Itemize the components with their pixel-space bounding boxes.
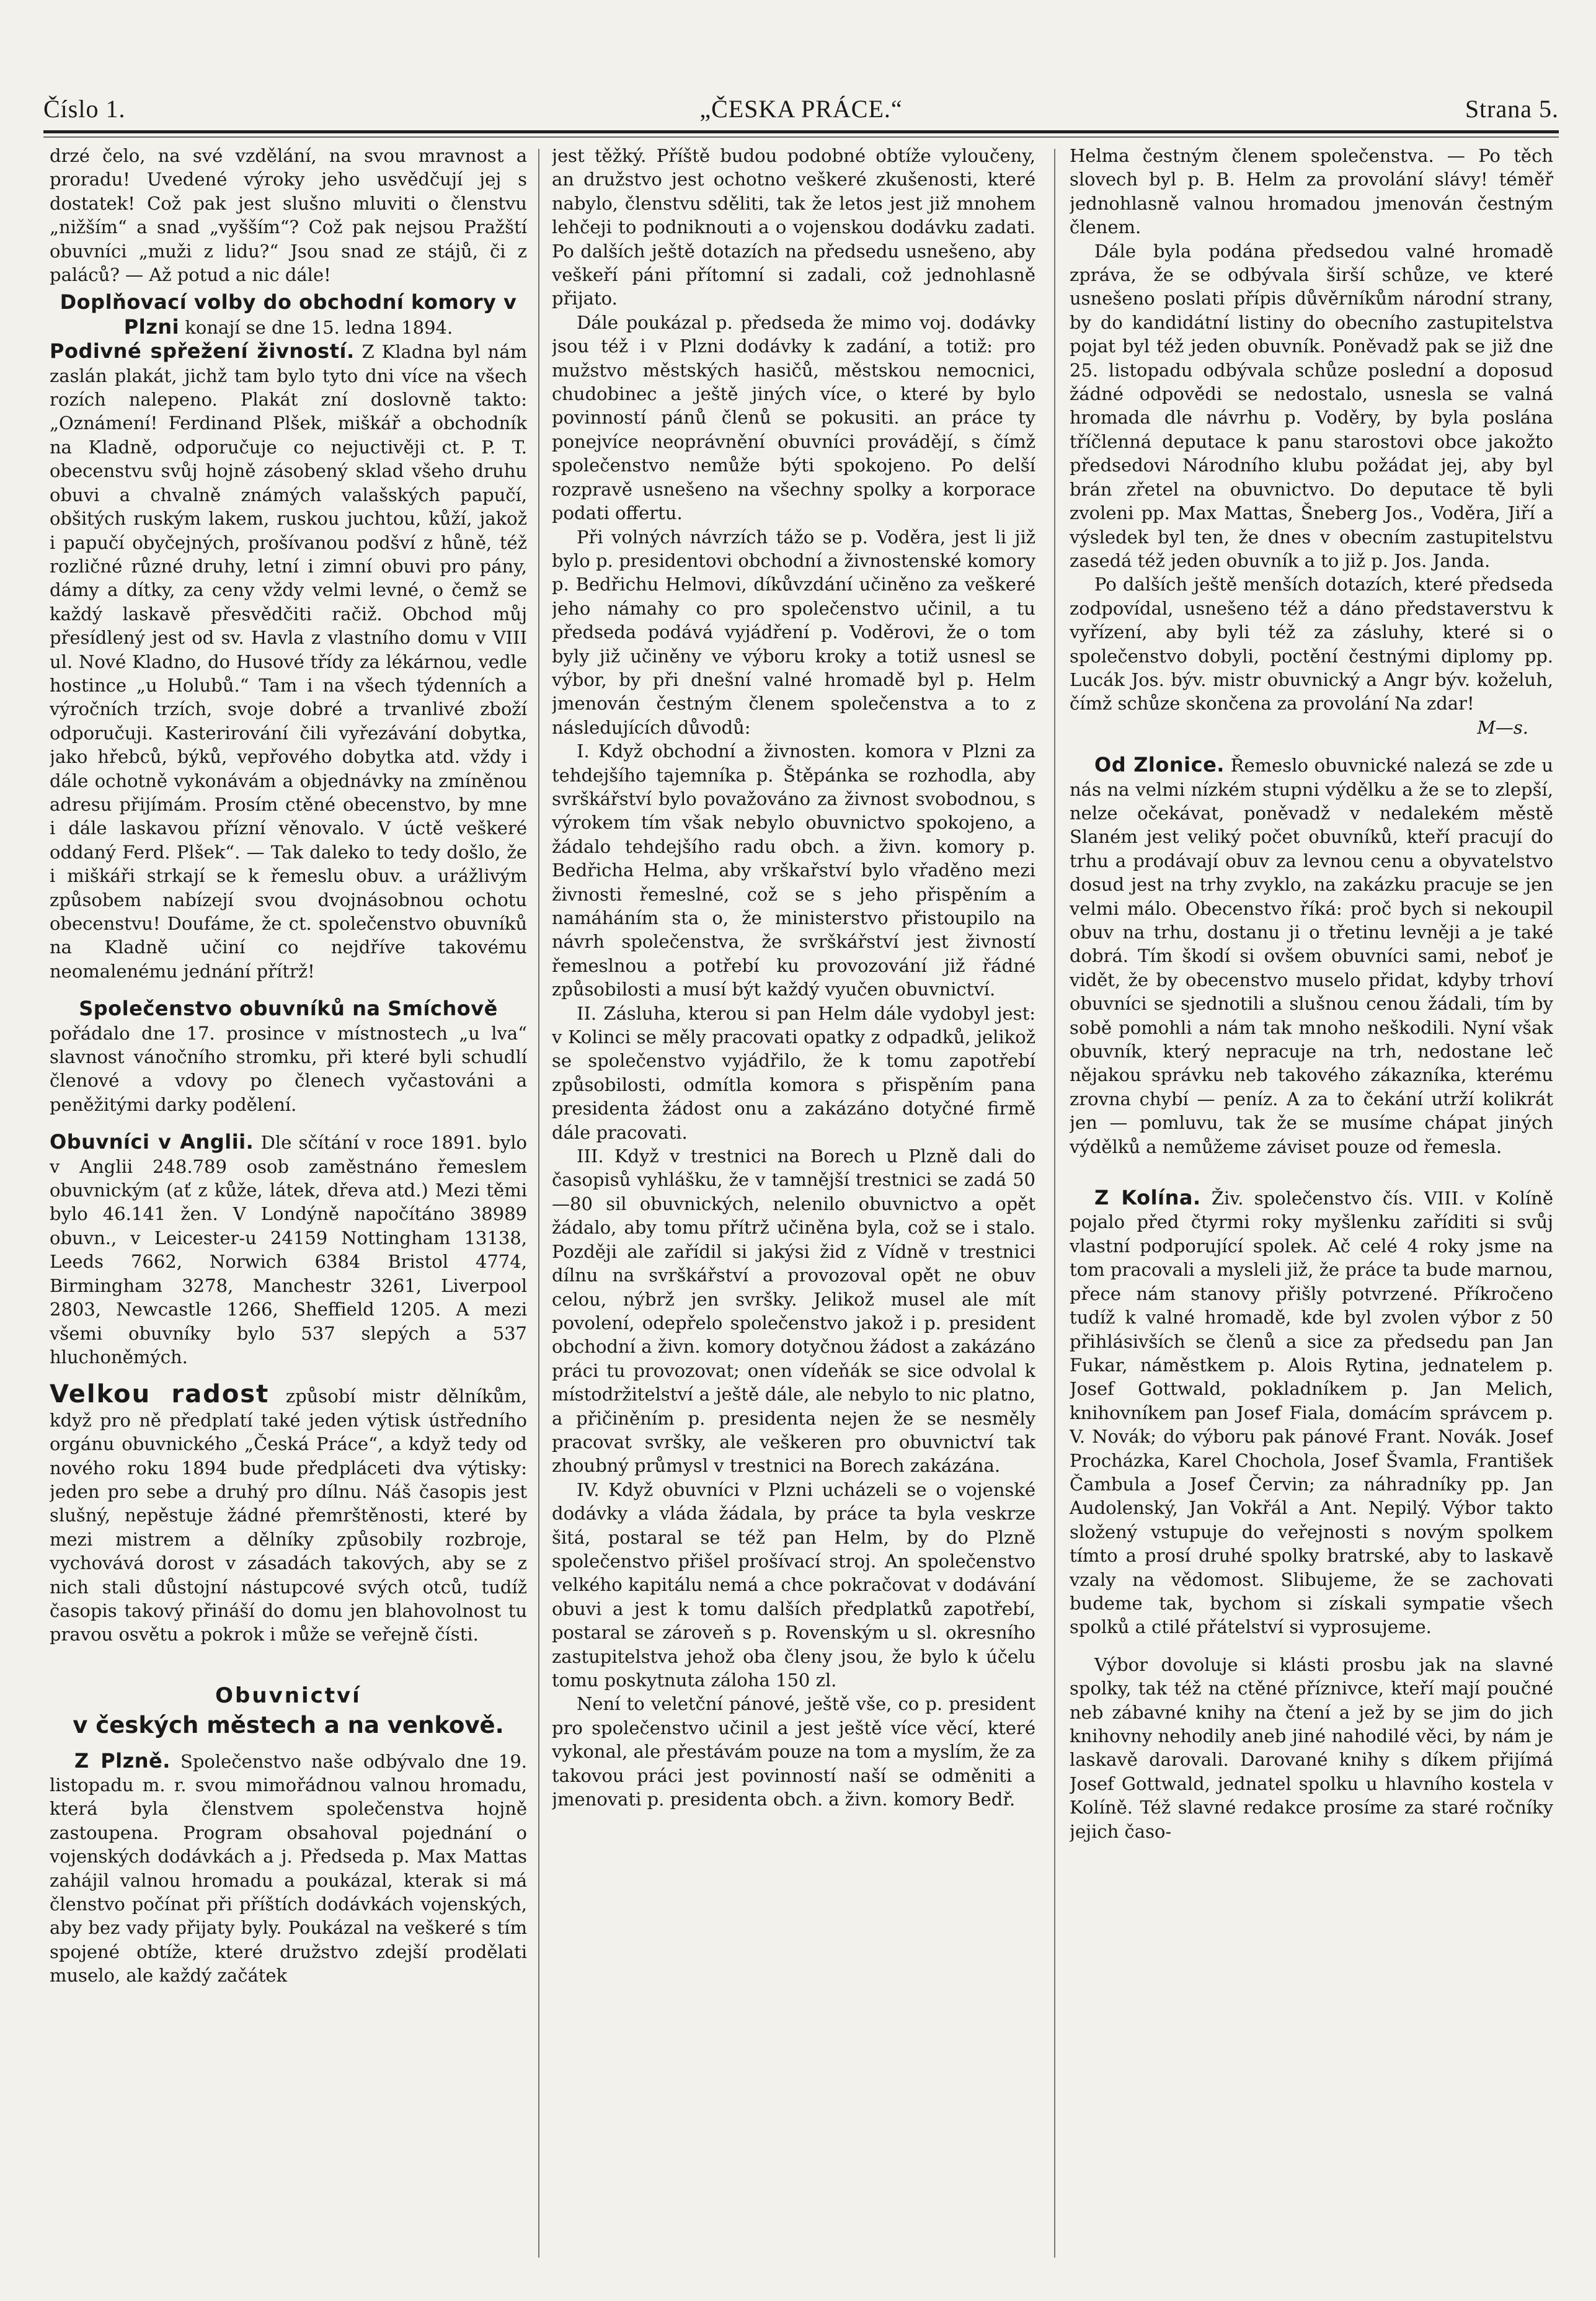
page-header: [43, 87, 1559, 130]
plzen-paragraph-10: Po dalších ještě menších dotazích, které předseda zodpovídal, usnešeno též a dáno představerstvu k vyřízení, aby byli též za zásluhy, které si o společenstvo dobyli, poctění čestnými diplomy pp. Lucák Jos. býv. mistr obuvnický a Angr býv. koželuh, čímž schůze skončena za provolání Na zdar!: [1070, 574, 1553, 714]
plzen-paragraph-2: Dále poukázal p. předseda že mimo voj. dodávky jsou též i v Plzni dodávky k zadání, a totiž: pro mužstvo městských hasičů, městskou nemocnici, chudobinec a ještě jiných více, o které by bylo povinností pánů členů se pokusiti. an práce ty ponejvíce neoprávnění obuvníci provádějí, s čímž společenstvo nemůže býti spokojeno. Po delší rozpravě usnešeno na všechny spolky a korporace podati offertu.: [552, 311, 1035, 524]
plzen-paragraph-3: Při volných návrzích tážo se p. Voděra, jest li již bylo p. presidentovi obchodní a živnostenské komory p. Bedřichu Helmovi, díkůvzdání učiněno za veškeré jeho námahy co pro společenstvo učinil, a tu předseda podává vyjádření p. Voděrovi, že o tom byly již učiněny ve výboru kroky a totiž usnesl se výbor, by při dnešní valné hromadě byl p. Helm jmenován čestným členem společenstva a to z následujících důvodů:: [552, 526, 1035, 738]
komora-text: konají se dne 15. ledna 1894.: [185, 316, 453, 338]
headline-plzen: Z Plzně.: [74, 1748, 171, 1773]
column-divider-1: [538, 149, 539, 2258]
page-number: Strana 5.: [1465, 95, 1559, 123]
kolin-paragraph-2: Výbor dovoluje si klásti prosbu jak na slavné spolky, tak též na ctěné příznivce, kteří mají poučné neb zábavné knihy na čtení a jež by se jim do jich knihovny nehodily aneb jiné nahodilé věci, by nám je laskavě darovali. Darované knihy s díkem přijímá Josef Gottwald, jednatel spolku u hlavního kostela v Kolíně. Též slavné redakce prosíme za staré ročníky jejich časo-: [1070, 1653, 1553, 1842]
kolin-text: Živ. společenstvo čís. VIII. v Kolíně pojalo před čtyrmi roky myšlenku zaříditi si svůj vlastní podporující spolek. Ač celé 4 roky jsme na tom pracovali a mysleli již, že práce ta bude marnou, přece nám stanovy přišly potvrzené. Příkročeno tudíž k valné hromadě, kde byl zvolen výbor z 50 přihlásivších se členů a sice za předsedu pan Jan Fukar, náměstkem p. Alois Rytina, jednatelem p. Josef Gottwald, pokladníkem p. Jan Melich, knihovníkem pan Josef Fiala, domácím správcem p. V. Novák; do výboru pak pánové Frant. Novák. Josef Procházka, Karel Chochola, Josef Švamla, František Čambula a Josef Červin; za náhradníky pp. Jan Audolenský, Jan Vokřál a Ant. Nepilý. Výbor takto složený vstupuje do veřejnosti s novým spolkem tímto a prosí druhé spolky bratrské, aby to laskavě vzaly na vědomost. Slibujeme, že se zachovati budeme tak, bychom si získali sympatie všech spolků a ctilé přátelství si vyprosujeme.: [1070, 1188, 1553, 1638]
article-zlonice: [1070, 753, 1553, 1159]
article-komora: [50, 290, 527, 339]
headline-komora: Doplňovací volby do obchodní komory v Plzni: [60, 290, 517, 339]
column-divider-2: [1054, 149, 1055, 2258]
headline-zlonice: Od Zlonice.: [1094, 753, 1225, 777]
headline-sprezeni: Podivné spřežení živností.: [50, 339, 355, 363]
smichov-text: pořádalo dne 17. prosince v místnostech „u lva“ slavnost vánočního stromku, při které byli schudlí členové a vdovy po členech vyčastováni a peněžitými darky podělení.: [50, 1022, 527, 1115]
plzen-paragraph-9: Dále byla podána předsedou valné hromadě zpráva, že se odbývala širší schůze, ve které usnešeno poslati přípis důvěrníkům národní strany, by do kandidátní listiny do obecního zastupitelstva pojat byl též jeden obuvník. Poněvadž pak se již dne 25. listopadu odbývala schůze poslední a doposud žádné odpovědi se nedostalo, usnesla se valná hromada dle návrhu p. Voděry, by byla poslána tříčlenná deputace k panu starostovi obce jakožto předsedovi Národního klubu požádat jej, aby byl brán zřetel na obuvnictvo. Do deputace tě byli zvoleni pp. Max Mattas, Šneberg Jos., Voděra, Jiří a výsledek byl ten, že dnes v obecním zastupitelstvu zasedá též jeden obuvník a to již p. Jos. Janda.: [1070, 240, 1553, 571]
column-2: [552, 144, 1035, 2264]
section-subtitle: v českých městech a na venkově.: [73, 1712, 504, 1739]
article-sprezeni: [50, 339, 527, 983]
plzen-paragraph-6: III. Když v trestnici na Borech u Plzně dali do časopisů vyhlášku, že v tamnější trestnici se zadá 50—80 sil obuvnických, nelenilo obuvnictvo a opět žádalo, aby tomu přítrž učiněna byla, což se i stalo. Později ale zařídil si jakýsi žid z Vídně v trestnici dílnu na svrškářství a provozoval opět ne obuv celou, nýbrž jen svršky. Jelikož musel ale mít povolení, odepřelo společenstvo jakož i p. president obchodní a živn. komory dotyčnou žádost a zakázáno práci tu provozovat; onen vídeňák se sice odvolal k místodržitelství a ještě dále, ale nebylo to nic platno, a přičiněním p. presidenta nejen že se nesměly pracovat svršky, ale veškeren pro obuvnictví tak zhoubný průmysl v trestnici na Borech zakázána.: [552, 1146, 1035, 1477]
radost-text: způsobí mistr dělníkům, když pro ně předplatí také jeden výtisk ústředního orgánu obuvnického „Česká Práce“, a když tedy od nového roku 1894 bude předpláceti dva výtisky: jeden pro sebe a druhý pro dílnu. Náš časopis jest slušný, nepěstuje žádné přemrštěnosti, které by mezi mistrem a dělníky způsobily rozbroje, vychovává dorost v zásadách takových, aby se z nich stali důstojní nástupcové svých otců, tudíž časopis takový přináší do domu jen blahovolnost tu pravou osvětu a pokrok i může se veřejně čísti.: [50, 1386, 527, 1645]
headline-anglie: Obuvníci v Anglii.: [50, 1130, 254, 1154]
plzen-paragraph-5: II. Zásluha, kterou si pan Helm dále vydobyl jest: v Kolinci se měly pracovati opatky z odpadků, jelikož se společenstvo vyjádřilo, že k tomu zapotřebí způsobilosti, odmítla komora s přispěním pana presidenta žádost onu a zakázáno dotyčné firmě dále pracovati.: [552, 1002, 1035, 1143]
headline-radost: Velkou radost: [50, 1380, 270, 1409]
headline-kolin: Z Kolína.: [1094, 1186, 1201, 1210]
zlonice-text: Řemeslo obuvnické nalezá se zde u nás na velmi nízkém stupni výdělku a že se to zlepší, nelze očekávat, poněvadž v nedalekém městě Slaném jest veliký počet obuvníků, kteří pracují do trhu a prodávají obuv za levnou cenu a obyvatelstvo dosud jest na trhy zvyklo, na zakázku pracuje se jen velmi málo. Obecenstvo říká: proč bych si nekoupil obuv na trhu, dostanu ji o třetinu levněji a je také dobrá. Tím škodí si ovšem obuvníci sami, neboť je vidět, že by obecenstvo muselo přidat, kdyby trhoví obuvníci se sjednotili a slušnou cenou žádali, tím by sobě pomohli a nám tak mnoho neškodili. Nyní však obuvník, který nepracuje na trh, nedostane leč nějakou správku neb takového zákazníka, kterému zrovna chybí — peníz. A za to čekání utrží kolikrát jen — pomluvu, tak že se musíme chápat jiných výdělků a nemůžeme záviset pouze od řemesla.: [1070, 755, 1553, 1157]
sprezeni-text: Z Kladna byl nám zaslán plakát, jichž tam bylo tyto dni více na všech rozích nalepeno. Plakát zní doslovně takto: „Oznámení! Ferdinand Plšek, miškář a obchodník na Kladně, odporučuje co nejuctivěji ct. P. T. obecenstvu svůj hojně zásobený sklad všeho druhu obuvi a chvalně známých valašských papučí, obšitých ruským lakem, ruskou juchtou, kůží, jakož i papučí obyčejných, prošívanou podšví z hůně, též rozličné různé druhy, letní i zimní obuvi pro pány, dámy a dítky, za ceny vždy velmi levné, o čemž se každý laskavě přesvědčiti račiž. Obchod můj přesídlený jest od sv. Havla z vlastního domu v VIII ul. Nové Kladno, do Husové třídy za lékárnou, vedle hostince „u Holubů.“ Tam i na všech týdenních a výročních trzích, svoje dobré a trvanlivé zboží odporučuji. Kasterirování čili vyřezávání dobytka, jako hřebců, býků, vepřového dobytka atd. vždy i dále ochotně vykonávám a objednávky na zmíněnou adresu přijímám. Prosím ctěné obecenstvo, by mne i dále laskavou přízní věnovalo. V úctě veškeré oddaný Ferd. Plšek“. — Tak daleko to tedy došlo, že i miškáři strkají se k řemeslu obuv. a urážlivým způsobem nabízejí svou dvojnásobnou ochotu obecenstvu! Doufáme, že ct. společenstvo obuvníků na Kladně učiní co nejdříve takovému neomalenému jednání přítrž!: [50, 341, 527, 982]
plzen-text: Společenstvo naše odbývalo dne 19. listopadu m. r. svou mimořádnou valnou hromadu, která byla členstvem společenstva hojně zastoupena. Program obsahoval pojednání o vojenských dodávkách a j. Předseda p. Max Mattas zahájil valnou hromadu a poukázal, kterak si má členstvo počínat při příštích dodávkách vojenských, aby bez vady přijaty byly. Poukázal na veškeré s tím spojené obtíže, které družstvo zdejší prodělati muselo, ale každý začátek: [50, 1750, 527, 1987]
headline-smichov-wrap: [50, 997, 527, 1021]
header-rule: [43, 130, 1559, 133]
plzen-paragraph-7: IV. Když obuvníci v Plzni ucházeli se o vojenské dodávky a vláda žádala, by práce ta byla veskrze šitá, postaral se též pan Helm, by do Plzně společenstvo přišel prošívací stroj. An společenstvo velkého kapitálu nemá a chce pokračovat v dodávání obuvi a jest k tomu dalších předplatků zapotřebí, postaral se zároveň s p. Rovenským u sl. okresního zastupitelstva jehož oba členy jsou, že bylo k účelu tomu poskytnuta záloha 150 zl.: [552, 1479, 1035, 1691]
headline-smichov: Společenstvo obuvníků na Smíchově: [79, 997, 498, 1021]
header-rule-thin: [43, 136, 1559, 138]
plzen-continuation: jest těžký. Příště budou podobné obtíže vyloučeny, an družstvo jest ochotno veškeré zkušenosti, které nabylo, členstvu sděliti, tak že letos jest již mnohem lehčeji to podniknouti a o vojenskou dodávku zadati. Po dalších ještě dotazích na předsedu usnešeno, aby veškeří páni přítomní si zadali, což jednohlasně přijato.: [552, 145, 1035, 309]
plzen-continuation-2: Helma čestným členem společenstva. — Po těch slovech byl p. B. Helm za provolání slávy! téměř jednohlasně valnou hromadou jmenován čestným členem.: [1070, 145, 1553, 238]
newspaper-title: „ČESKA PRÁCE.“: [699, 95, 903, 123]
anglie-text: Dle sčítání v roce 1891. bylo v Anglii 248.789 osob zaměstnáno řemeslem obuvnickým (ať z kůže, látek, dřeva atd.) Mezi těmi bylo 46.141 žen. V Londýně napočítáno 38989 obuvn., v Leicester-u 24159 Nottingham 13138, Leeds 7662, Norwich 6384 Bristol 4774, Birmingham 3278, Manchestr 3261, Liverpool 2803, Newcastle 1266, Sheffield 1205. A mezi všemi obuvníky bylo 537 slepých a 537 hluchoněmých.: [50, 1132, 527, 1368]
article-plzen: [50, 1749, 527, 1988]
plzen-paragraph-8: Není to veletční pánové, ještě vše, co p. president pro společenstvo učinil a jest ještě více věcí, které vykonal, ale přestávám pouze na tom a myslím, že za takovou práci jest povinností naší se odměniti a jmenovati p. presidenta obch. a živn. komory Bedř.: [552, 1693, 1035, 1810]
plzen-paragraph-4: I. Když obchodní a živnosten. komora v Plzni za tehdejšího tajemníka p. Štěpánka se rozhodla, aby svrškářství bylo považováno za živnost svobodnou, s výrokem tím však nebylo obuvnictvo spokojeno, a žádalo tehdejšího radu obch. a živn. komory p. Bedřicha Helma, aby vrškařství bylo vřaděno mezi živnosti řemeslné, což se s jeho přispěním a namáháním sta o, že ministerstvo přistoupilo na návrh společenstva, že svrškářství jest živností řemeslnou a potřebí ku provozování již řádné způsobilosti a musí být každý vyučen obuvnictví.: [552, 741, 1035, 1000]
issue-number: Číslo 1.: [43, 95, 126, 123]
article-continuation: drzé čelo, na své vzdělání, na svou mravnost a proradu! Uvedené výroky jeho usvědčují jej s dostatek! Což pak jest slušno mluviti o členstvu „nižším“ a snad „vyšším“? Což pak nejsou Pražští obuvníci „muži z lidu?“ Jsou snad ze stájů, či z paláců? — Až potud a nic dále!: [50, 145, 527, 286]
article-kolin: [1070, 1186, 1553, 1639]
section-title: Obuvnictví: [215, 1683, 361, 1708]
column-1: [50, 144, 527, 2264]
signature: M—s.: [1477, 716, 1528, 738]
article-anglie: [50, 1130, 527, 1369]
article-radost: [50, 1382, 527, 1646]
column-3: [1070, 144, 1553, 2264]
